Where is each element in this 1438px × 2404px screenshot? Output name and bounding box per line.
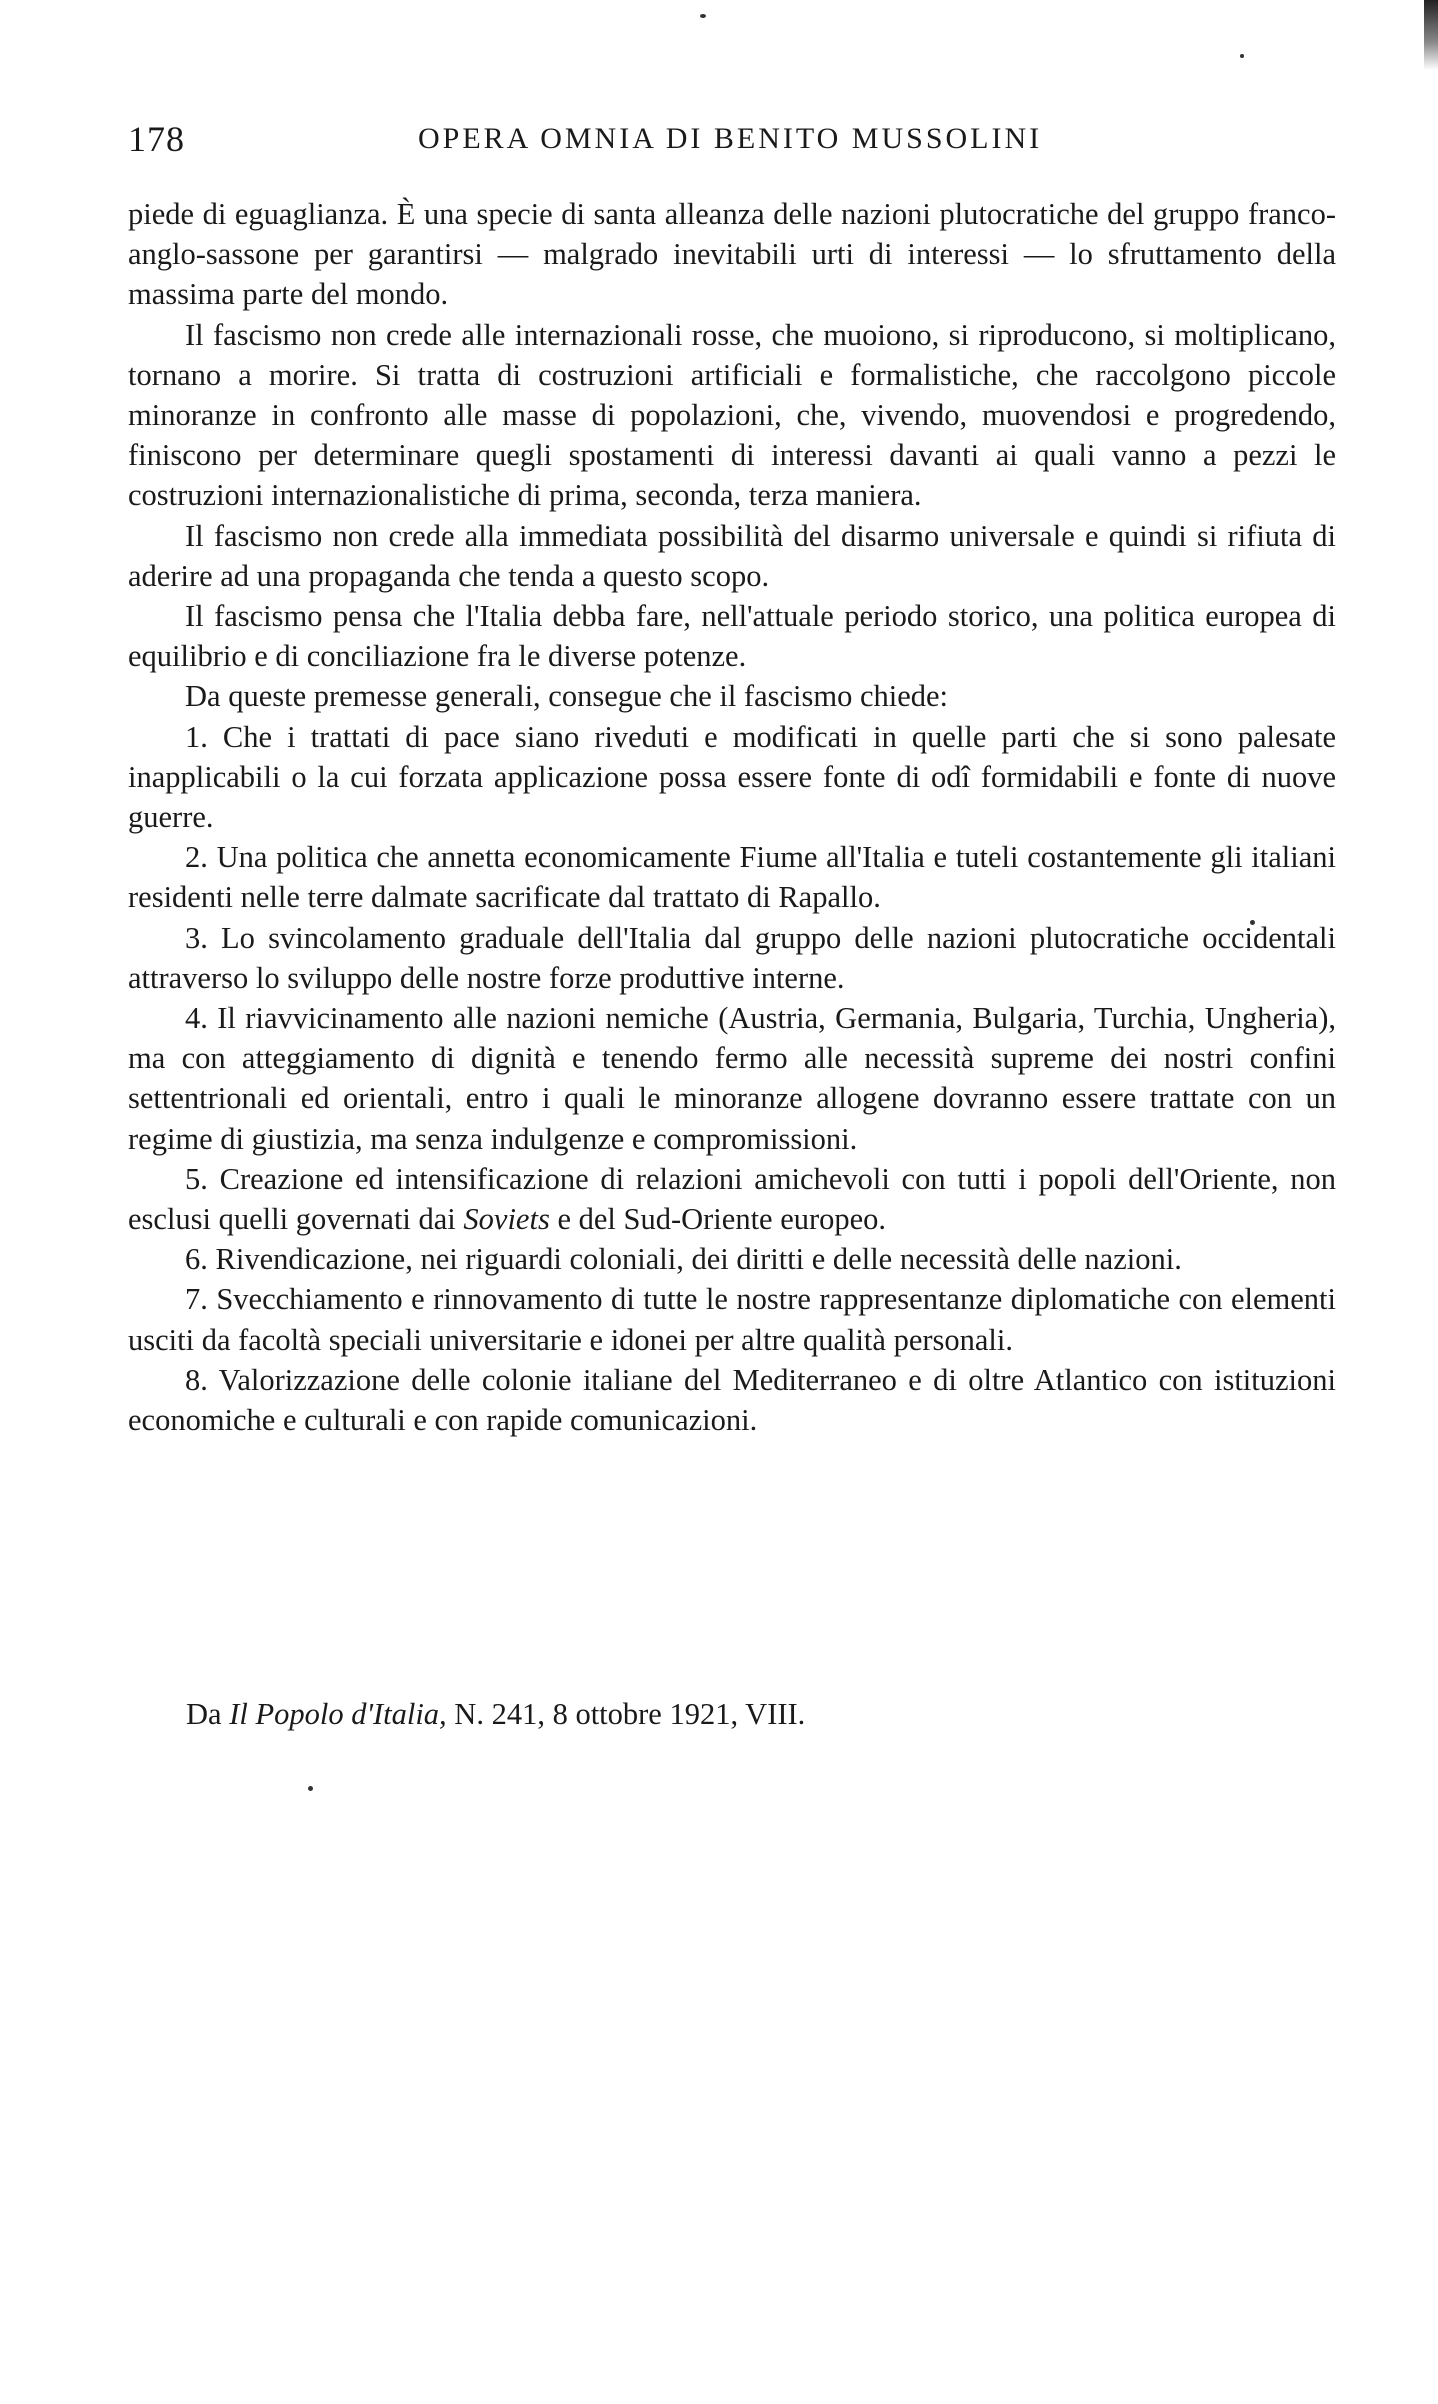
body-text <box>128 194 1336 1440</box>
citation-prefix: Da <box>186 1697 230 1731</box>
list-item: 8. Valorizzazione delle colonie italiane del Mediterraneo e di oltre Atlantico con istituzioni economiche e culturali e con rapide comunicazioni. <box>128 1362 1336 1438</box>
item-text-italic: Soviets <box>463 1202 550 1237</box>
page-number: 178 <box>128 119 185 159</box>
scan-speck <box>308 1786 313 1791</box>
list-item <box>128 1159 1336 1239</box>
source-citation <box>186 1697 805 1732</box>
scan-edge-mark <box>1424 0 1438 70</box>
list-item: 3. Lo svincolamento graduale dell'Italia dal gruppo delle nazioni plutocratiche occidentali attraverso lo sviluppo delle nostre forze produttive interne. <box>128 920 1336 995</box>
paragraph: piede di eguaglianza. È una specie di santa alleanza delle nazioni plutocratiche del gruppo franco-anglo-sassone per garantirsi — malgrado inevitabili urti di interessi — lo sfruttamento della massima parte del mondo. <box>128 197 1336 312</box>
list-item: 7. Svecchiamento e rinnovamento di tutte le nostre rappresentanze diplomatiche con elementi usciti da facoltà speciali universitarie e idonei per altre qualità personali. <box>128 1282 1336 1357</box>
paragraph: Da queste premesse generali, consegue che il fascismo chiede: <box>185 679 949 714</box>
list-item: 2. Una politica che annetta economicamente Fiume all'Italia e tuteli costantemente gli italiani residenti nelle terre dalmate sacrificate dal trattato di Rapallo. <box>128 840 1336 915</box>
page-header <box>128 118 1328 168</box>
list-item: 4. Il riavvicinamento alle nazioni nemiche (Austria, Germania, Bulgaria, Turchia, Ungheria), ma con atteggiamento di dignità e tenendo fermo alle necessità supreme dei nostri confini settentrionali ed orientali, entro i quali le minoranze allogene dovranno essere trattate con un regime di giustizia, ma senza indulgenze e compromissioni. <box>128 1001 1336 1156</box>
list-item: 6. Rivendicazione, nei riguardi coloniali, dei diritti e delle necessità delle nazioni. <box>185 1242 1182 1277</box>
scan-speck <box>700 14 706 18</box>
paragraph: Il fascismo non crede alle internazionali rosse, che muoiono, si riproducono, si moltiplicano, tornano a morire. Si tratta di costruzioni artificiali e formalistiche, che raccolgono piccole minoranze in confronto alle masse di popolazioni, che, vivendo, muovendosi e progredendo, finiscono per determinare quegli spostamenti di interessi davanti ai quali vanno a pezzi le costruzioni internazionalistiche di prima, seconda, terza maniera. <box>128 317 1336 513</box>
demands-list <box>128 717 1336 1441</box>
item-text: 5. Creazione ed intensificazione di relazioni amichevoli con tutti i popoli dell'Oriente, non esclusi quelli governati dai <box>128 1161 1336 1237</box>
scan-speck <box>1240 54 1244 58</box>
running-title: OPERA OMNIA DI BENITO MUSSOLINI <box>418 122 1043 155</box>
paragraph: Il fascismo non crede alla immediata possibilità del disarmo universale e quindi si rifiuta di aderire ad una propaganda che tenda a questo scopo. <box>128 518 1336 593</box>
item-text: e del Sud-Oriente europeo. <box>549 1202 887 1237</box>
list-item: 1. Che i trattati di pace siano riveduti e modificati in quelle parti che si sono palesate inapplicabili o la cui forzata applicazione possa essere fonte di odî formidabili e fonte di nuove guerre. <box>128 719 1336 835</box>
citation-details: N. 241, 8 ottobre 1921, VIII. <box>446 1697 806 1731</box>
publication-title: Il Popolo d'Italia, <box>229 1697 447 1731</box>
paragraph: Il fascismo pensa che l'Italia debba fare, nell'attuale periodo storico, una politica europea di equilibrio e di conciliazione fra le diverse potenze. <box>128 599 1336 674</box>
